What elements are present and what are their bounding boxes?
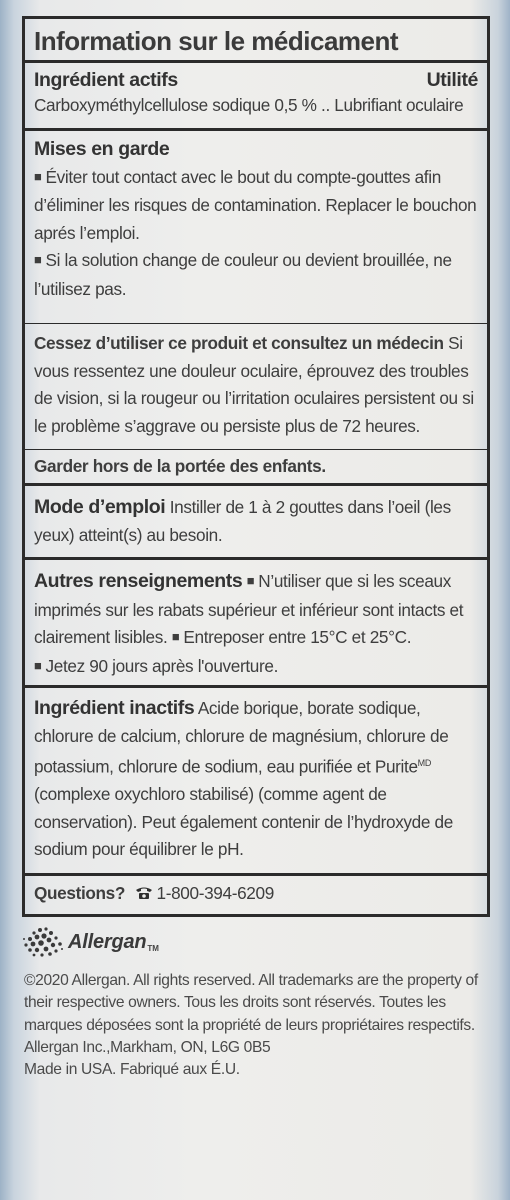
- stop-use-section: [25, 324, 487, 450]
- bullet-icon: ■: [34, 168, 42, 184]
- questions-section: [25, 876, 487, 914]
- trademark-mark: MD: [417, 758, 431, 768]
- stop-use-lead: Cessez d’utiliser ce produit et consultez un médecin: [34, 333, 444, 353]
- inactive-lead: Ingrédient inactifs: [34, 697, 195, 719]
- other-info-text-1: N’utiliser que si les sceaux imprimés sur les rabats supérieur et inférieur sont intacts et clairement lisibles.: [34, 571, 464, 647]
- active-heading-row: [34, 67, 478, 95]
- keep-out-section: [25, 450, 487, 486]
- purpose-heading: Utilité: [426, 69, 478, 91]
- bullet-icon: ■: [34, 657, 42, 673]
- warning-text-1: Éviter tout contact avec le bout du compte-gouttes afin d’éliminer les risques de contamination. Replacer le bouchon aprés l’emploi.: [34, 166, 477, 243]
- legal-text: [24, 970, 494, 1081]
- active-heading: Ingrédient actifs: [34, 69, 178, 91]
- bullet-icon: ■: [171, 629, 180, 644]
- brand-tm: TM: [147, 943, 159, 953]
- stop-use-text: Si vous ressentez une douleur oculaire, éprouvez des troubles de vision, si la rougeur ou l’irritation oculaires persistent ou si le problème s’aggrave ou persiste plus de 72 heures.: [34, 333, 474, 436]
- other-info-lead: Autres renseignements: [34, 570, 243, 592]
- bullet-icon: ■: [34, 252, 42, 267]
- legal-line-3: Made in USA. Fabriqué aux É.U.: [24, 1061, 240, 1079]
- questions-phone: 1-800-394-6209: [156, 883, 274, 903]
- legal-line-1: ©2020 Allergan. All rights reserved. All trademarks are the property of their respective owners. Tous les droits sont réservés. Toutes les marques déposées sont la propriété de leurs propriétaires respectifs.: [24, 972, 478, 1034]
- allergan-logo: [22, 924, 159, 960]
- warning-item-1: [34, 164, 478, 248]
- warning-item-2: [34, 247, 478, 303]
- keep-out-text: Garder hors de la portée des enfants.: [34, 456, 326, 476]
- directions-text: Instiller de 1 à 2 gouttes dans l’oeil (les yeux) atteint(s) au besoin.: [34, 497, 451, 545]
- directions-section: [25, 486, 487, 560]
- active-ingredient-line: Carboxyméthylcellulose sodique 0,5 % .. Lubrifiant oculaire: [34, 94, 464, 115]
- bullet-icon: ■: [246, 573, 255, 588]
- other-info-text-2: Entreposer entre 15°C et 25°C.: [183, 627, 412, 647]
- directions-lead: Mode d’emploi: [34, 496, 166, 518]
- inactive-text-b: (complexe oxychloro stabilisé) (comme agent de conservation). Peut également contenir de l’hydroxyde de sodium pour équilibrer le pH.: [34, 784, 453, 860]
- allergan-dots-logo-icon: [22, 924, 66, 960]
- warnings-heading: Mises en garde: [34, 138, 170, 160]
- inactive-section: [25, 688, 487, 876]
- inactive-text-a: Acide borique, borate sodique, chlorure de calcium, chlorure de magnésium, chlorure de potassium, chlorure de sodium, eau purifiée et Purite: [34, 698, 449, 777]
- drug-info-panel: [22, 16, 490, 917]
- brand-name: Allergan: [68, 930, 147, 953]
- title-section: [25, 19, 487, 63]
- panel-title: Information sur le médicament: [34, 26, 399, 56]
- warning-text-2: Si la solution change de couleur ou devient brouillée, ne l’utilisez pas.: [34, 250, 452, 299]
- warnings-section: [25, 131, 487, 324]
- other-info-text-3: Jetez 90 jours après l'ouverture.: [45, 655, 278, 676]
- other-info-section: [25, 560, 487, 688]
- legal-line-2: Allergan Inc.,Markham, ON, L6G 0B5: [24, 1038, 271, 1056]
- phone-icon: [135, 881, 153, 895]
- active-ingredient-section: [25, 63, 487, 131]
- questions-label: Questions?: [34, 883, 126, 903]
